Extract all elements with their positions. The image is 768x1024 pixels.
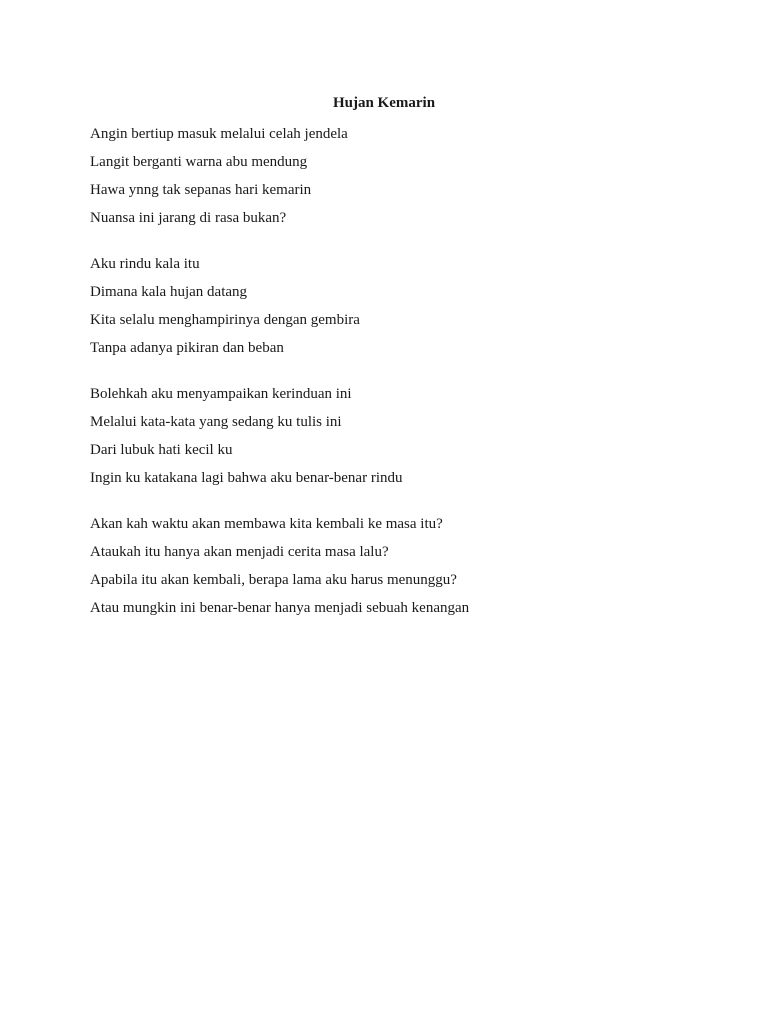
poem-line: Kita selalu menghampirinya dengan gembira: [90, 312, 360, 328]
stanza-1: [90, 120, 710, 232]
poem-line: Tanpa adanya pikiran dan beban: [90, 340, 284, 356]
poem-line: Apabila itu akan kembali, berapa lama aku harus menunggu?: [90, 572, 457, 588]
stanza-3: [90, 380, 710, 492]
stanza-4: [90, 510, 710, 622]
poem-body: [90, 120, 710, 640]
poem-line: Dimana kala hujan datang: [90, 284, 248, 300]
poem-title: Hujan Kemarin: [332, 95, 436, 111]
poem-line: Hawa ynng tak sepanas hari kemarin: [90, 182, 312, 198]
poem-line: Bolehkah aku menyampaikan kerinduan ini: [90, 386, 352, 402]
stanza-2: [90, 250, 710, 362]
poem-line: Angin bertiup masuk melalui celah jendela: [90, 126, 348, 142]
poem-line: Nuansa ini jarang di rasa bukan?: [90, 210, 287, 226]
poem-line: Ataukah itu hanya akan menjadi cerita masa lalu?: [90, 544, 389, 560]
poem-line: Dari lubuk hati kecil ku: [90, 442, 233, 458]
poem-line: Atau mungkin ini benar-benar hanya menjadi sebuah kenangan: [90, 600, 470, 616]
poem-line: Ingin ku katakana lagi bahwa aku benar-benar rindu: [90, 470, 403, 486]
poem-line: Aku rindu kala itu: [90, 256, 200, 272]
poem-line: Akan kah waktu akan membawa kita kembali ke masa itu?: [90, 516, 443, 532]
poem-line: Langit berganti warna abu mendung: [90, 154, 308, 170]
poem-line: Melalui kata-kata yang sedang ku tulis ini: [90, 414, 342, 430]
